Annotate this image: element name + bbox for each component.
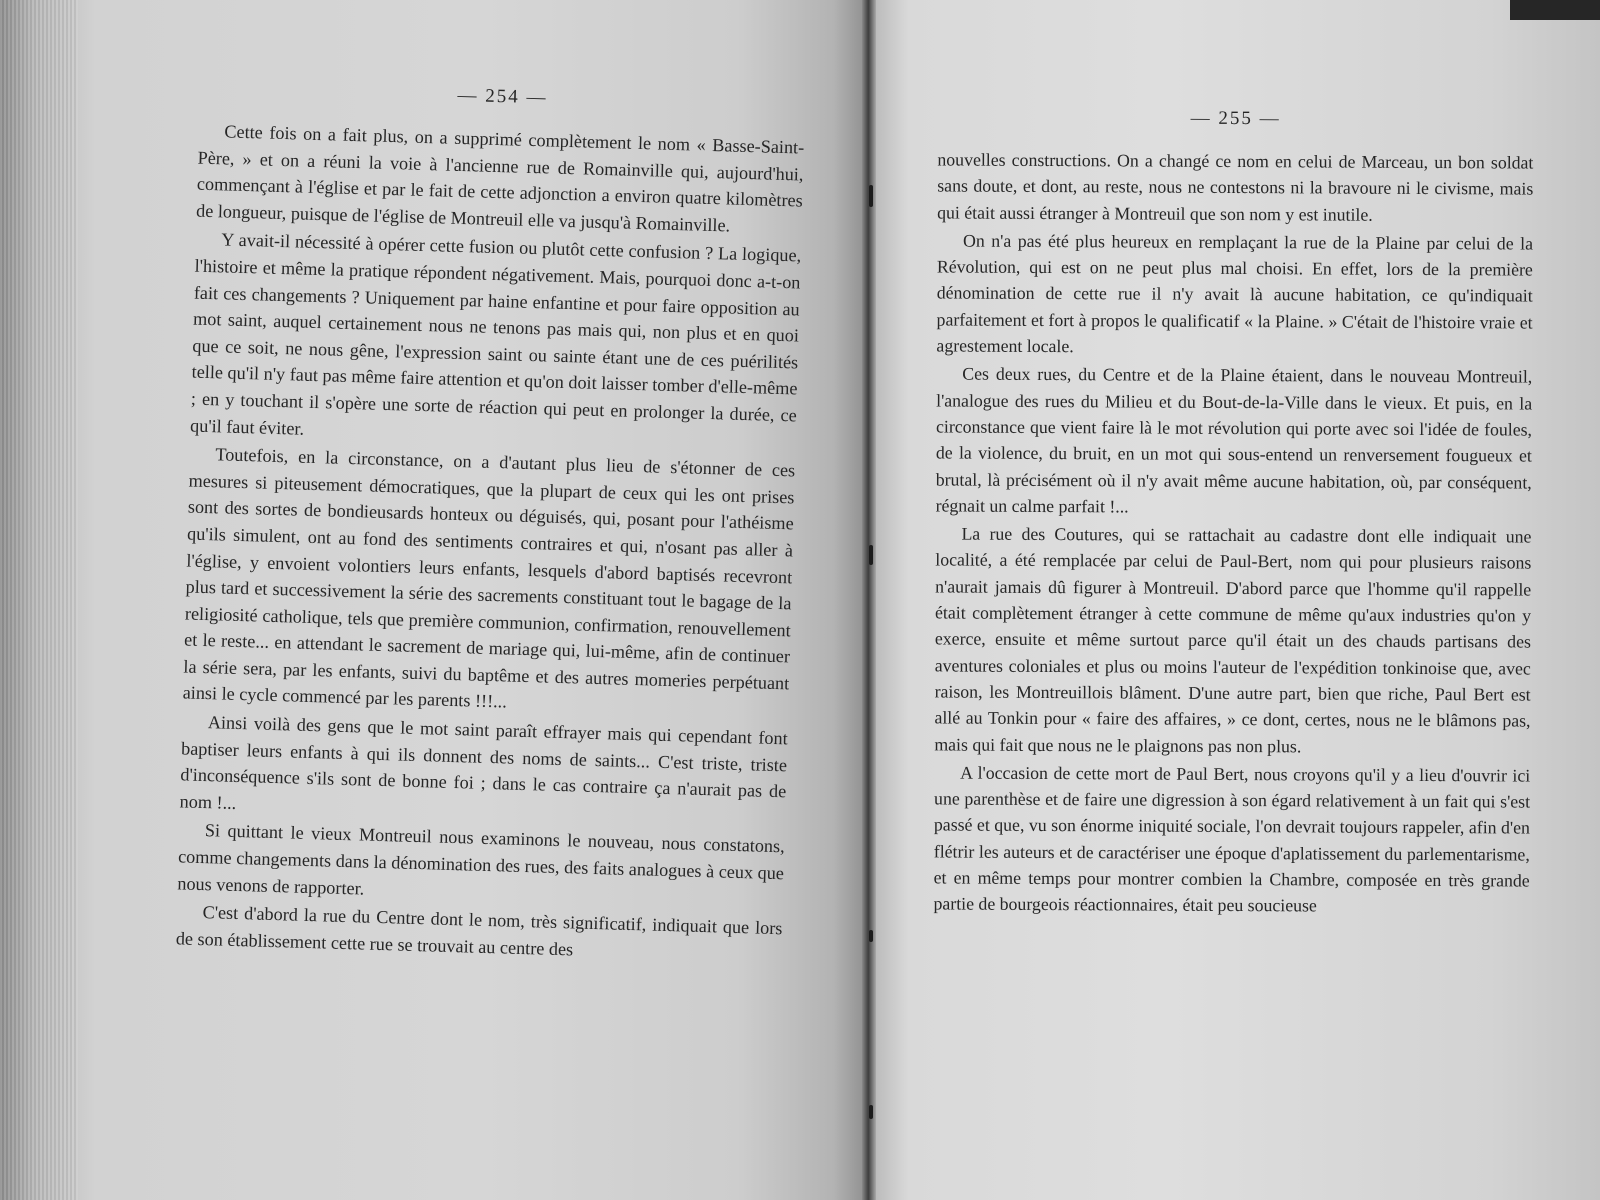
right-paragraph-2: On n'a pas été plus heureux en remplaçant la rue de la Plaine par celui de la Révolution, qui est on ne peut plus mal choisi. En effet, lors de la première dénomination de cette rue il n'y avait là aucune habitation, ce qu'indiquait parfaitement et fort à propos le qualificatif « la Plaine. » C'était de l'histoire vraie et agrestement locale. (936, 230, 1534, 357)
left-page-body (175, 118, 804, 969)
left-paragraph-3: Toutefois, en la circonstance, on a d'autant plus lieu de s'étonner de ces mesures si piteusement démocratiques, que la plupart de ceux qui les ont prises sont des sortes de bondieusards honteux ou déguisés, qui, posant pour l'athéisme qu'ils simulent, ont au fond des sentiments contraires et qui, n'osant pas aller à l'église, y envoient volontiers leurs enfants, lesquels d'abord baptisés recevront plus tard et successivement la série des sacrements constituant tout le bagage de la religiosité catholique, tels que première communion, confirmation, renouvellement et le reste... en attendant le sacrement de mariage qui, lui-même, afin de continuer la série sera, par les enfants, suivi du baptême et des autres momeries perpétuant ainsi le cycle commencé par les parents !!!... (182, 444, 796, 712)
right-paragraph-4: La rue des Coutures, qui se rattachait au cadastre dont elle indiquait une localité, a été remplacée par celui de Paul-Bert, nom qui pour plusieurs raisons n'aurait jamais dû figurer à Montreuil. D'abord parce que l'homme qu'il rappelle était complètement étranger à cette commune de même qu'aux industries qu'on y exerce, ensuite et même surtout parce qu'il était un des chauds partisans des aventures coloniales et plus ou moins l'auteur de l'expédition tonkinoise que, avec raison, les Montreuillois blâment. D'une autre part, bien que riche, Paul Bert est allé au Tonkin pour « faire des affaires, » ce dont, certes, nous ne le blâmons pas, mais qui fait que nous ne le plaignons pas non plus. (934, 523, 1532, 756)
left-paragraph-4: Ainsi voilà des gens que le mot saint paraît effrayer mais qui cependant font baptiser leurs enfants à qui ils donnent des noms de saints... C'est triste, triste d'inconséquence s'ils sont de bonne foi ; dans le cas contraire ça n'aurait pas de nom !... (179, 712, 788, 813)
left-paragraph-1: Cette fois on a fait plus, on a supprimé complètement le nom « Basse-Saint-Père, » et on a réuni la voie à l'ancienne rue de Romainville qui, aujourd'hui, commençant à l'église et par le fait de cette adjonction a environ quatre kilomètres de longueur, puisque de l'église de Montreuil elle va jusqu'à Romainville. (195, 121, 805, 236)
right-page-text (933, 106, 1533, 922)
left-page-number: — 254 — (457, 84, 548, 109)
binding-thread (869, 545, 873, 565)
binding-thread (869, 930, 873, 942)
right-paragraph-1: nouvelles constructions. On a changé ce nom en celui de Marceau, un bon soldat sans doute, et dont, au reste, nous ne contestons ni la bravoure ni le civisme, mais qui était aussi étranger à Montreuil que son nom y est inutile. (937, 149, 1534, 225)
right-paragraph-3: Ces deux rues, du Centre et de la Plaine étaient, dans le nouveau Montreuil, l'analogue des rues du Milieu et du Bout-de-la-Ville dans le vieux. Et puis, en la circonstance que vient faire là le mot révolution qui porte avec soi l'idée de foules, de la violence, du bruit, en un mot qui sous-entend un renversement fougueux et brutal, là précisément où il n'y avait même aucune habitation, où, par conséquent, régnait un calme parfait !... (935, 363, 1533, 517)
right-page-body (933, 146, 1533, 920)
book-gutter (862, 0, 876, 1200)
left-paragraph-2: Y avait-il nécessité à opérer cette fusion ou plutôt cette confusion ? La logique, l'histoire et même la pratique répondent négativement. Mais, pourquoi donc a-t-on fait ces changements ? Uniquement par haine enfantine et pour faire opposition au mot saint, auquel certainement nous ne tenons pas mais qui, non plus et en quoi que ce soit, ne nous gêne, l'expression saint ou sainte étant une de ces puérilités telle qu'il n'y faut pas même faire attention et qu'on doit laisser tomber d'elle-même ; en y touchant il s'opère une sorte de réaction qui peut en prolonger la durée, ce qu'il faut éviter. (189, 229, 802, 439)
right-paragraph-5: A l'occasion de cette mort de Paul Bert, nous croyons qu'il y a lieu d'ouvrir ici une parenthèse et de faire une digression à son égard relativement à un fait qui s'est passé et que, vu son énorme iniquité sociale, l'on devrait toujours rappeler, afin d'en flétrir les auteurs et de caractériser une époque d'aplatissement du parlementarisme, et en même temps pour montrer combien la Chambre, composée en très grande partie de bourgeois réactionnaires, était peu soucieuse (933, 762, 1531, 916)
left-page-text (175, 78, 805, 971)
right-page (872, 0, 1600, 1200)
binding-thread (869, 1105, 873, 1119)
left-paragraph-5: Si quittant le vieux Montreuil nous examinons le nouveau, nous constatons, comme changements dans la dénomination des rues, des faits analogues à ceux que nous venons de rapporter. (177, 820, 785, 899)
binding-thread (869, 185, 873, 207)
right-page-number: — 255 — (1190, 107, 1281, 130)
left-paragraph-6: C'est d'abord la rue du Centre dont le nom, très significatif, indiquait que lors de son établissement cette rue se trouvait au centre des (175, 902, 783, 960)
